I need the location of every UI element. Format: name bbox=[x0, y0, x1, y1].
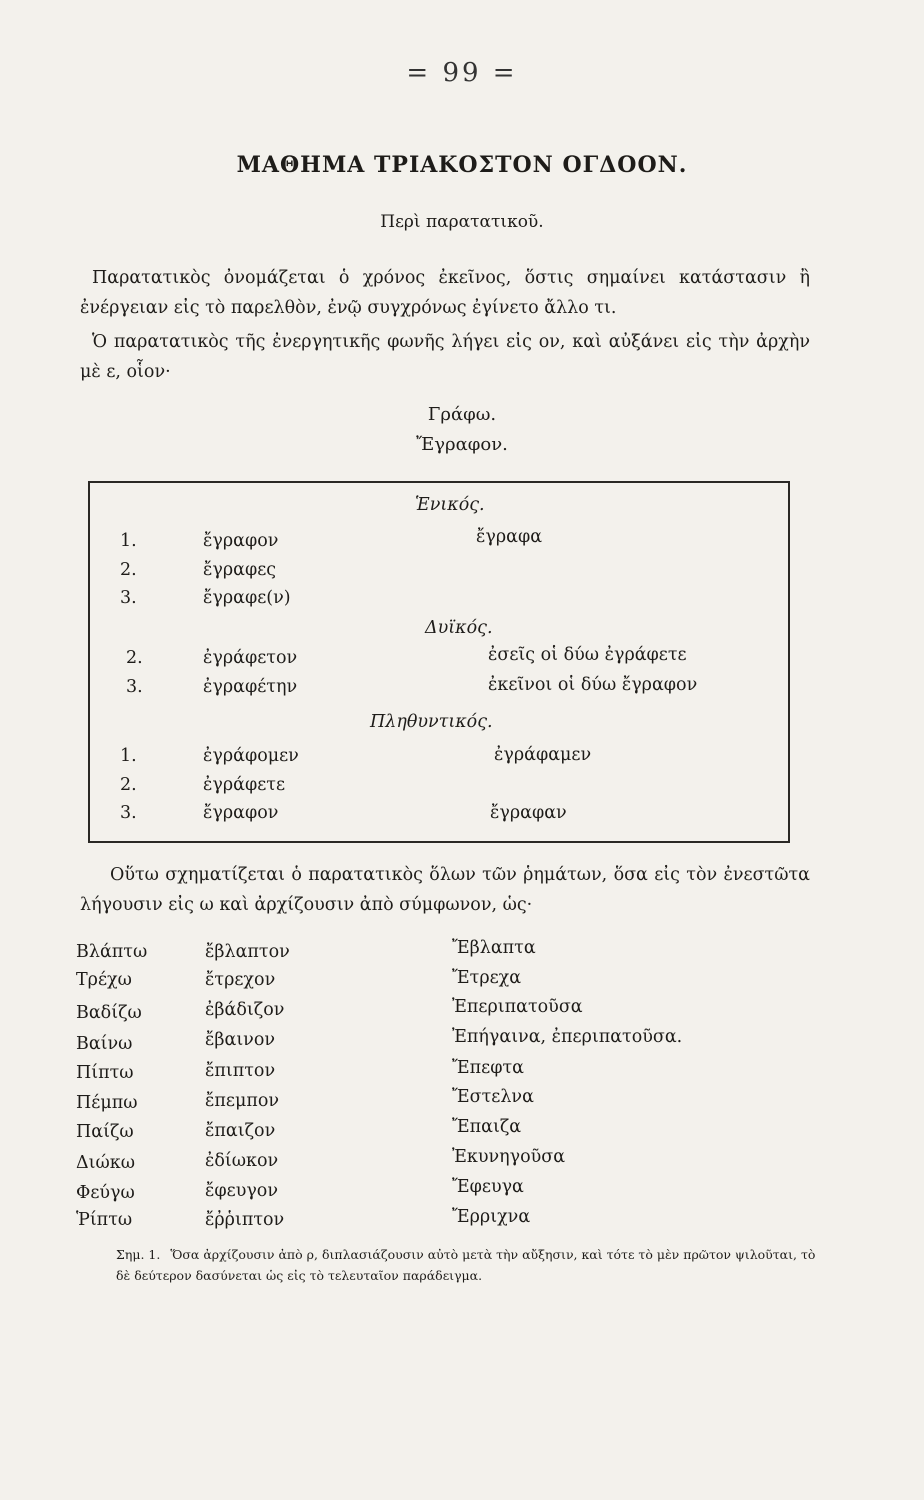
table-row-modern: ἔγραφαν bbox=[490, 803, 567, 823]
table-top-rule bbox=[88, 481, 790, 483]
table-row-num: 3. bbox=[120, 588, 137, 608]
singular-heading: Ἑνικός. bbox=[415, 495, 485, 515]
table-row-num: 2. bbox=[120, 560, 137, 580]
table-row-ancient: ἔγραφον bbox=[203, 803, 279, 823]
verb-present: Διώκω bbox=[76, 1153, 135, 1173]
table-bottom-rule bbox=[88, 841, 790, 843]
lesson-title: ΜΑΘΗΜΑ ΤΡΙΑΚΟΣΤΟΝ ΟΓΔΟΟΝ. bbox=[236, 152, 688, 178]
verb-modern: Ἔπαιζα bbox=[452, 1117, 522, 1137]
table-row-ancient: ἔγραφες bbox=[203, 560, 277, 580]
verb-imperfect: ἐβάδιζον bbox=[205, 1000, 285, 1020]
verb-present: Φεύγω bbox=[76, 1183, 135, 1203]
table-row-ancient: ἔγραφε(ν) bbox=[203, 588, 291, 608]
verb-imperfect: ἔφευγον bbox=[205, 1181, 278, 1201]
verb-present: Πέμπω bbox=[76, 1093, 138, 1113]
verb-imperfect: ἔῤῥιπτον bbox=[205, 1210, 285, 1230]
table-row-num: 1. bbox=[120, 746, 137, 766]
table-row-modern: ἔγραφα bbox=[476, 527, 543, 547]
verb-present: Βαίνω bbox=[76, 1034, 133, 1054]
verb-modern: Ἔφευγα bbox=[452, 1177, 524, 1197]
table-row-num: 3. bbox=[120, 803, 137, 823]
footnote-label: Σημ. 1. bbox=[116, 1247, 161, 1262]
verb-modern: Ἔπεφτα bbox=[452, 1058, 524, 1078]
table-row-num: 2. bbox=[126, 648, 143, 668]
verb-imperfect: ἔπαιζον bbox=[205, 1121, 276, 1141]
example-imperfect: Ἔγραφον. bbox=[416, 434, 508, 455]
table-row-num: 1. bbox=[120, 531, 137, 551]
table-left-rule bbox=[88, 481, 90, 843]
verb-imperfect: ἔπιπτον bbox=[205, 1061, 276, 1081]
table-row-ancient: ἔγραφον bbox=[203, 531, 279, 551]
paragraph-formation: Οὕτω σχηματίζεται ὁ παρατατικὸς ὅλων τῶν ῥημάτων, ὅσα εἰς τὸν ἐνεστῶτα λήγουσιν εἰς ω καὶ ἀρχίζουσιν ἀπὸ σύμφωνον, ὡς· bbox=[80, 865, 810, 915]
paragraph-definition: Παρατατικὸς ὀνομάζεται ὁ χρόνος ἐκεῖνος, ὅστις σημαίνει κατάστασιν ἢ ἐνέργειαν εἰς τὸ παρελθὸν, ἐνῷ συγχρόνως ἐγίνετο ἄλλο τι. bbox=[80, 268, 810, 318]
verb-present: Παίζω bbox=[76, 1122, 134, 1142]
verb-modern: Ἔτρεχα bbox=[452, 968, 522, 988]
verb-modern: Ἐπήγαινα, ἐπεριπατοῦσα. bbox=[452, 1027, 683, 1047]
verb-present: Ῥίπτω bbox=[76, 1210, 133, 1230]
verb-modern: Ἔστελνα bbox=[452, 1087, 534, 1107]
verb-present: Τρέχω bbox=[76, 970, 132, 990]
footnote bbox=[116, 1244, 816, 1286]
verb-imperfect: ἔπεμπον bbox=[205, 1091, 280, 1111]
table-row-ancient: ἐγράφομεν bbox=[203, 746, 299, 766]
verb-present: Πίπτω bbox=[76, 1063, 134, 1083]
verb-present: Βαδίζω bbox=[76, 1003, 142, 1023]
table-row-modern: ἐκεῖνοι οἱ δύω ἔγραφον bbox=[488, 675, 698, 695]
dual-heading: Δυϊκός. bbox=[425, 618, 493, 638]
table-row-num: 2. bbox=[120, 775, 137, 795]
verb-modern: Ἔρριχνα bbox=[452, 1207, 531, 1227]
verb-modern: Ἐπεριπατοῦσα bbox=[452, 997, 583, 1017]
page-number: = 99 = bbox=[406, 58, 518, 88]
plural-heading: Πληθυντικός. bbox=[370, 712, 493, 732]
verb-imperfect: ἔβαινον bbox=[205, 1030, 275, 1050]
footnote-text: Ὅσα ἀρχίζουσιν ἀπὸ ρ, διπλασιάζουσιν αὐτὸ μετὰ τὴν αὔξησιν, καὶ τότε τὸ μὲν πρῶτον ψιλοῦται, τὸ δὲ δεύτερον δασύνεται ὡς εἰς τὸ τελευταῖον παράδειγμα. bbox=[116, 1247, 816, 1283]
verb-modern: Ἐκυνηγοῦσα bbox=[452, 1147, 566, 1167]
verb-present: Βλάπτω bbox=[76, 942, 148, 962]
paragraph-rule: Ὁ παρατατικὸς τῆς ἐνεργητικῆς φωνῆς λήγει εἰς ον, καὶ αὐξάνει εἰς τὴν ἀρχὴν μὲ ε, οἷον· bbox=[80, 332, 810, 382]
table-row-ancient: ἐγράφετε bbox=[203, 775, 286, 795]
table-row-ancient: ἐγράφετον bbox=[203, 648, 298, 668]
verb-imperfect: ἔτρεχον bbox=[205, 970, 276, 990]
table-row-modern: ἐγράφαμεν bbox=[494, 745, 592, 765]
verb-modern: Ἔβλαπτα bbox=[452, 938, 536, 958]
table-row-modern: ἐσεῖς οἱ δύω ἐγράφετε bbox=[488, 645, 687, 665]
table-right-rule bbox=[788, 481, 790, 843]
table-row-num: 3. bbox=[126, 677, 143, 697]
example-present: Γράφω. bbox=[427, 404, 497, 425]
verb-imperfect: ἔβλαπτον bbox=[205, 942, 290, 962]
section-subtitle: Περὶ παρατατικοῦ. bbox=[380, 212, 544, 232]
verb-imperfect: ἐδίωκον bbox=[205, 1151, 279, 1171]
table-row-ancient: ἐγραφέτην bbox=[203, 677, 298, 697]
